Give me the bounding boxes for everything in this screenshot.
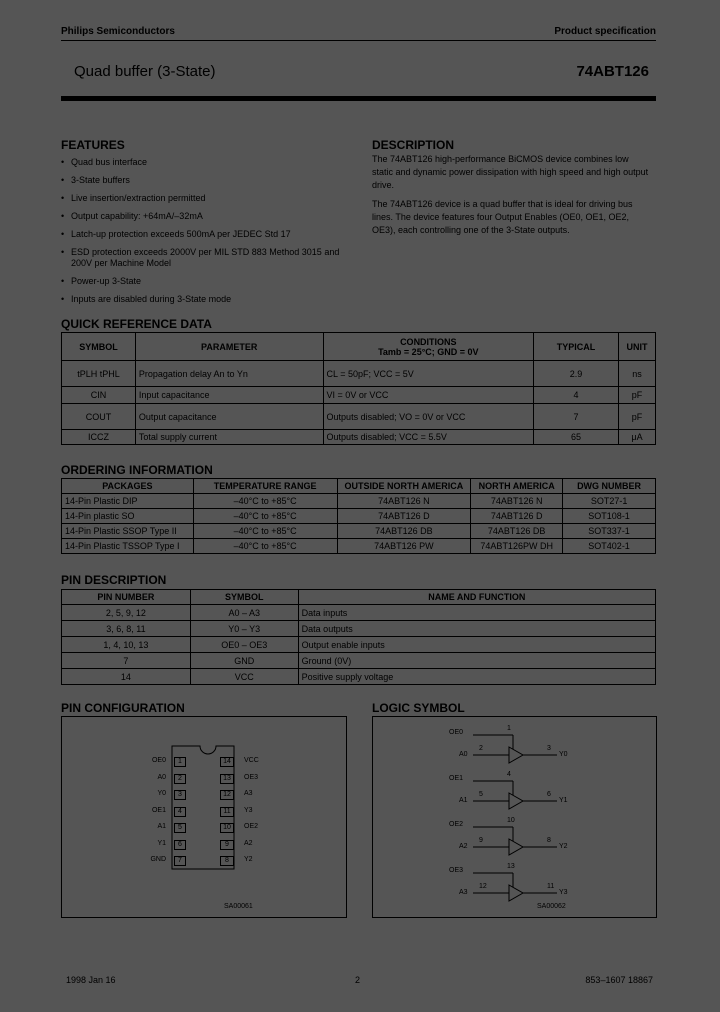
pin-label: OE2 [244, 823, 259, 830]
qrd-cell: tPLH tPHL [62, 361, 136, 387]
qrd-cell: VI = 0V or VCC [323, 387, 534, 404]
logic-symbol-diagram [372, 716, 657, 918]
table-row [62, 524, 656, 539]
qrd-header: SYMBOL [62, 333, 136, 361]
header-rule-thick [61, 96, 656, 101]
table-row [62, 509, 656, 524]
logic-code: SA00062 [537, 903, 566, 910]
enable-pin-number: 13 [507, 863, 515, 870]
pin-label: Y2 [244, 856, 253, 863]
output-pin-number: 8 [547, 837, 551, 844]
pin-number: 13 [220, 774, 234, 784]
ordering-heading: ORDERING INFORMATION [61, 463, 213, 477]
output-pin-number: 3 [547, 745, 551, 752]
page-title: Quad buffer (3-State) [74, 63, 216, 80]
table-row [62, 637, 656, 653]
qrd-cell: 65 [534, 430, 619, 445]
input-label: A2 [459, 843, 468, 850]
pindesc-header: PIN NUMBER [62, 590, 191, 605]
table-row [62, 494, 656, 509]
pin-number: 8 [220, 856, 234, 866]
pindesc-header: SYMBOL [190, 590, 298, 605]
pin-configuration-diagram [61, 716, 347, 918]
ordering-header: TEMPERATURE RANGE [193, 479, 337, 494]
qrd-header-conditions: CONDITIONS [400, 336, 457, 347]
table-row [62, 430, 656, 445]
pindesc-cell: A0 – A3 [190, 605, 298, 621]
ordering-header: OUTSIDE NORTH AMERICA [337, 479, 471, 494]
pindesc-cell: Positive supply voltage [298, 669, 655, 685]
qrd-cell: Outputs disabled; VCC = 5.5V [323, 430, 534, 445]
qrd-cell: 4 [534, 387, 619, 404]
ordering-cell: 74ABT126 PW [337, 539, 471, 554]
company-name: Philips Semiconductors [61, 26, 175, 37]
pindesc-cell: Ground (0V) [298, 653, 655, 669]
ordering-cell: 14-Pin Plastic SSOP Type II [62, 524, 194, 539]
pindesc-cell: GND [190, 653, 298, 669]
pin-number: 14 [220, 757, 234, 767]
ordering-header: DWG NUMBER [563, 479, 656, 494]
table-row [62, 404, 656, 430]
ordering-cell: 14-Pin Plastic TSSOP Type I [62, 539, 194, 554]
pindesc-cell: 2, 5, 9, 12 [62, 605, 191, 621]
feature-item: • Inputs are disabled during 3-State mode [61, 294, 346, 305]
pin-label: A1 [157, 823, 166, 830]
pindesc-cell: Data inputs [298, 605, 655, 621]
pin-label: VCC [244, 757, 259, 764]
qrd-header: UNIT [618, 333, 655, 361]
table-row [62, 621, 656, 637]
pindesc-cell: 3, 6, 8, 11 [62, 621, 191, 637]
output-pin-number: 11 [547, 883, 555, 890]
ordering-cell: SOT27-1 [563, 494, 656, 509]
qrd-cell: pF [618, 404, 655, 430]
features-list [61, 157, 346, 312]
features-heading: FEATURES [61, 138, 125, 152]
enable-pin-number: 10 [507, 817, 515, 824]
input-label: A3 [459, 889, 468, 896]
pindesc-cell: 14 [62, 669, 191, 685]
qrd-cell: COUT [62, 404, 136, 430]
input-pin-number: 9 [479, 837, 483, 844]
enable-label: OE0 [449, 729, 464, 736]
qrd-cell: Outputs disabled; VO = 0V or VCC [323, 404, 534, 430]
qrd-cell: pF [618, 387, 655, 404]
ordering-cell: 14-Pin Plastic DIP [62, 494, 194, 509]
feature-item: • Latch-up protection exceeds 500mA per JEDEC Std 17 [61, 229, 346, 240]
pin-number: 5 [174, 823, 186, 833]
qrd-header: TYPICAL [534, 333, 619, 361]
qrd-cell: Input capacitance [135, 387, 323, 404]
pinconfig-heading: PIN CONFIGURATION [61, 701, 185, 715]
ordering-cell: 74ABT126 D [337, 509, 471, 524]
ordering-cell: 74ABT126PW DH [471, 539, 563, 554]
enable-label: OE3 [449, 867, 464, 874]
ordering-cell: –40°C to +85°C [193, 539, 337, 554]
qrd-heading: QUICK REFERENCE DATA [61, 317, 212, 331]
pin-label: Y3 [244, 806, 253, 814]
pin-label: A0 [157, 773, 166, 781]
qrd-header-conditions-sub: Tamb = 25°C; GND = 0V [378, 346, 479, 357]
pin-label: A3 [244, 790, 253, 797]
qrd-cell: CL = 50pF; VCC = 5V [323, 361, 534, 387]
ordering-cell: SOT402-1 [563, 539, 656, 554]
qrd-cell: ICCZ [62, 430, 136, 445]
input-pin-number: 12 [479, 883, 487, 890]
feature-item: • Live insertion/extraction permitted [61, 193, 346, 204]
buffer-gate [509, 839, 523, 855]
header-rule-top [61, 40, 656, 41]
pin-number: 1 [174, 757, 186, 767]
input-pin-number: 2 [479, 745, 483, 752]
enable-label: OE1 [449, 775, 464, 782]
ic-package-outline [62, 717, 346, 917]
pin-number: 9 [220, 840, 234, 850]
pin-label: GND [150, 856, 166, 863]
ordering-cell: –40°C to +85°C [193, 524, 337, 539]
pin-label: OE1 [151, 806, 166, 814]
doc-type: Product specification [554, 26, 656, 37]
enable-label: OE2 [449, 821, 464, 828]
feature-item: • Output capability: +64mA/–32mA [61, 211, 346, 222]
pin-label: Y0 [157, 790, 166, 797]
ordering-cell: 74ABT126 DB [471, 524, 563, 539]
qrd-cell: 7 [534, 404, 619, 430]
pindesc-cell: Y0 – Y3 [190, 621, 298, 637]
ordering-cell: –40°C to +85°C [193, 509, 337, 524]
logic-heading: LOGIC SYMBOL [372, 701, 465, 715]
feature-item: • Quad bus interface [61, 157, 346, 168]
pindesc-cell: Output enable inputs [298, 637, 655, 653]
ordering-cell: 74ABT126 N [337, 494, 471, 509]
qrd-cell: Output capacitance [135, 404, 323, 430]
footer-page-number: 2 [355, 975, 361, 985]
qrd-cell: Total supply current [135, 430, 323, 445]
table-row [62, 539, 656, 554]
qrd-cell: 2.9 [534, 361, 619, 387]
pindesc-cell: Data outputs [298, 621, 655, 637]
ordering-header: PACKAGES [62, 479, 194, 494]
pinconfig-code: SA00061 [224, 903, 253, 910]
description-para-2: The 74ABT126 device is a quad buffer that is ideal for driving bus lines. The device features four Output Enables (OE0, OE1, OE2, OE3), each controlling one of the 3-State outputs. [372, 199, 633, 235]
qrd-cell: μA [618, 430, 655, 445]
feature-item: • Power-up 3-State [61, 276, 346, 287]
pin-label: OE3 [244, 773, 259, 781]
pin-description-table [61, 589, 656, 685]
quick-reference-table [61, 332, 656, 445]
description-heading: DESCRIPTION [372, 138, 455, 152]
description-para-1: The 74ABT126 high-performance BiCMOS device combines low static and dynamic power dissipation with high speed and high output drive. [372, 154, 649, 190]
output-label: Y3 [559, 889, 568, 896]
table-row [62, 605, 656, 621]
qrd-cell: ns [618, 361, 655, 387]
pin-number: 10 [220, 823, 234, 833]
ordering-cell: 74ABT126 N [471, 494, 563, 509]
pin-number: 12 [220, 790, 234, 800]
qrd-cell: Propagation delay An to Yn [135, 361, 323, 387]
buffer-gate [509, 793, 523, 809]
feature-item: • 3-State buffers [61, 175, 346, 186]
feature-item: • ESD protection exceeds 2000V per MIL STD 883 Method 3015 and 200V per Machine Model [61, 247, 346, 269]
pin-number: 2 [174, 774, 186, 784]
pindesc-cell: OE0 – OE3 [190, 637, 298, 653]
qrd-header [323, 333, 534, 361]
footer-date: 1998 Jan 16 [66, 975, 116, 985]
input-label: A0 [459, 751, 468, 758]
pin-number: 3 [174, 790, 186, 800]
pin-label: OE0 [151, 757, 166, 764]
qrd-cell: CIN [62, 387, 136, 404]
input-label: A1 [459, 797, 468, 804]
pindesc-cell: VCC [190, 669, 298, 685]
pin-number: 4 [174, 807, 186, 817]
buffer-gate [509, 885, 523, 901]
qrd-header: PARAMETER [135, 333, 323, 361]
table-row [62, 669, 656, 685]
ordering-cell: SOT337-1 [563, 524, 656, 539]
table-row [62, 387, 656, 404]
buffer-gate [509, 747, 523, 763]
pindesc-header: NAME AND FUNCTION [298, 590, 655, 605]
ordering-header: NORTH AMERICA [471, 479, 563, 494]
pin-label: A2 [244, 839, 253, 847]
ordering-cell: SOT108-1 [563, 509, 656, 524]
table-row [62, 361, 656, 387]
enable-pin-number: 4 [507, 771, 511, 778]
pindesc-heading: PIN DESCRIPTION [61, 573, 167, 587]
pin-number: 11 [220, 807, 234, 817]
pin-number: 6 [174, 840, 186, 850]
pindesc-cell: 1, 4, 10, 13 [62, 637, 191, 653]
table-row [62, 653, 656, 669]
output-pin-number: 6 [547, 791, 551, 798]
enable-pin-number: 1 [507, 725, 511, 732]
ordering-cell: 74ABT126 DB [337, 524, 471, 539]
output-label: Y0 [559, 751, 568, 758]
ordering-cell: –40°C to +85°C [193, 494, 337, 509]
pin-number: 7 [174, 856, 186, 866]
pin-label: Y1 [157, 839, 166, 847]
part-number: 74ABT126 [576, 63, 649, 80]
output-label: Y1 [559, 797, 568, 804]
pindesc-cell: 7 [62, 653, 191, 669]
ordering-cell: 74ABT126 D [471, 509, 563, 524]
ordering-cell: 14-Pin plastic SO [62, 509, 194, 524]
footer-code: 853–1607 18867 [585, 975, 653, 985]
output-label: Y2 [559, 843, 568, 850]
input-pin-number: 5 [479, 791, 483, 798]
ordering-table [61, 478, 656, 554]
